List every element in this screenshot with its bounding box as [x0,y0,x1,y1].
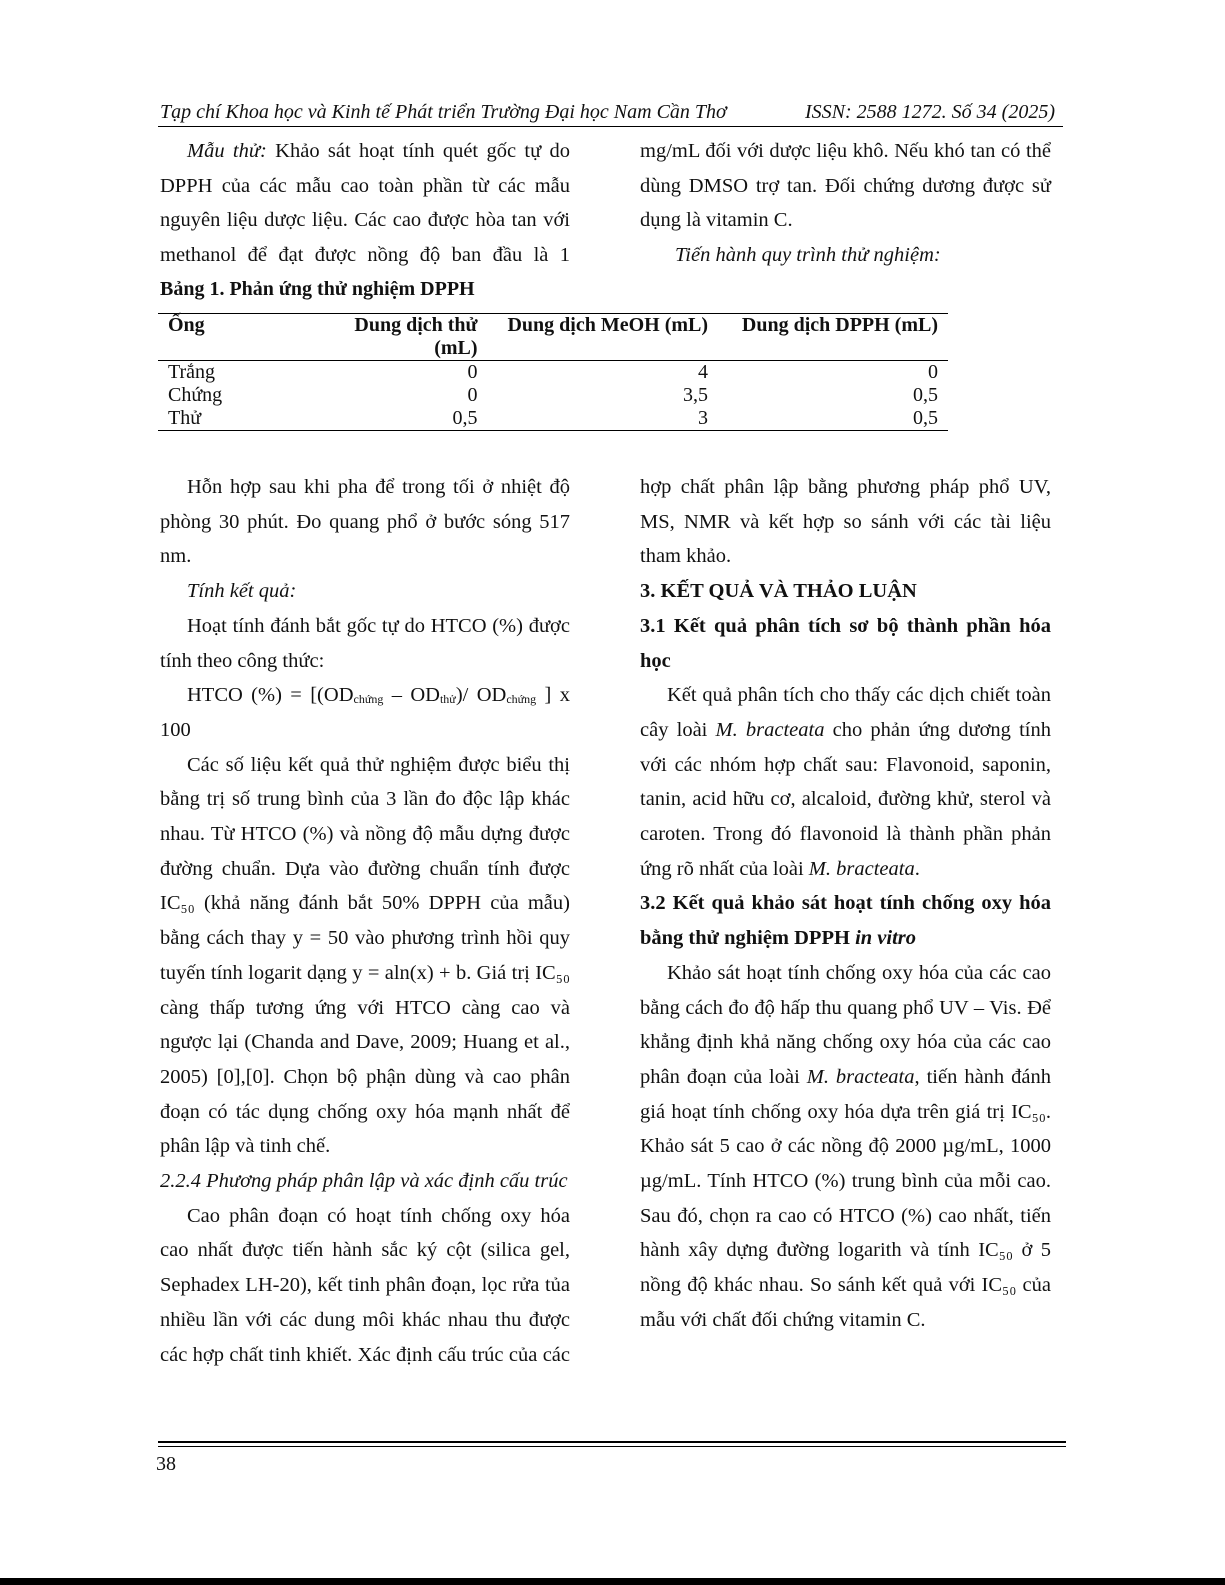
top-left-column [160,134,570,273]
sample-text: Khảo sát hoạt tính quét gốc tự do DPPH của các mẫu cao toàn phần từ các mẫu nguyên liệu dược liệu. Các cao được hòa tan với methanol để đạt được nồng độ ban đầu là 1 [160,140,571,267]
sample-paragraph [160,134,570,273]
sample-label: Mẫu thử: [187,140,267,162]
left-column [160,470,570,1372]
header-divider [158,126,1063,127]
page-number: 38 [156,1453,176,1475]
calc-heading: Tính kết quả: [187,580,297,603]
htco-intro: Hoạt tính đánh bắt gốc tự do HTCO (%) được tính theo công thức: [160,614,570,672]
mixture-paragraph: Hỗn hợp sau khi pha để trong tối ở nhiệt độ phòng 30 phút. Đo quang phổ ở bước sóng 517 nm. [160,476,570,568]
results-paragraph: Các số liệu kết quả thử nghiệm được biểu thị bằng trị số trung bình của 3 lần đo độc lập khác nhau. Từ HTCO (%) và nồng độ mẫu dựng được đường chuẩn. Dựa vào đường chuẩn tính được IC₅₀ (khả năng đánh bắt 50% DPPH của mẫu) bằng cách thay y = 50 vào phương trình hồi quy tuyến tính logarit dạng y = aln(x) + b. Giá trị IC₅₀ càng thấp tương ứng với HTCO càng cao và ngược lại (Chanda and Dave, 2009; Huang et al., 2005) [0],[0]. Chọn bộ phận dùng và cao phân đoạn có tác dụng chống oxy hóa mạnh nhất để phân lập và tinh chế. [160,753,570,1158]
htco-formula: HTCO (%) = [$(OD_{chứng} - OD_{thử})/$ $OD_{chứng}$ ] x 100 [160,684,571,741]
table-cell: Thử [158,407,297,431]
top-right-column [640,134,1051,273]
species-name: M. bracteata [806,1065,915,1088]
species-name: M. bracteata [808,857,915,880]
table-cell: 0 [467,384,478,406]
table-cell: 3 [488,407,719,431]
table-header-cell: Dung dịch thử (mL) [297,314,487,361]
table-cell: 0 [928,361,938,383]
table-cell: 4 [698,361,709,383]
phyto-paragraph: Kết quả phân tích cho thấy các dịch chiết toàn cây loài M. bracteata cho phản ứng dương tính với các nhóm hợp chất sau: Flavonoid, saponin, tanin, acid hữu cơ, alcaloid, đường khử, sterol và caroten. Trong đó flavonoid là thành phần phản ứng rõ nhất của loài M. bracteata. [640,684,1051,880]
table-row [158,407,948,431]
table-cell: 0,5 [718,407,948,431]
table-header-row [158,314,948,361]
table-row [158,361,948,385]
table-cell: 0,5 [913,384,938,406]
spectra-paragraph: hợp chất phân lập bằng phương pháp phổ UV, MS, NMR và kết hợp so sánh với các tài liệu tham khảo. [640,476,1051,568]
scan-edge [0,1578,1225,1585]
table-caption: Bảng 1. Phản ứng thử nghiệm DPPH [160,278,475,300]
section-32-heading: 3.2 Kết quả khảo sát hoạt tính chống oxy hóa bằng thử nghiệm DPPH in vitro [640,892,1051,950]
table-header-cell: Ống [158,314,297,361]
table-header-cell: Dung dịch DPPH (mL) [718,314,948,361]
table-cell: 0 [467,361,478,383]
table-cell: 0,5 [297,407,487,431]
dissolve-paragraph: mg/mL đối với dược liệu khô. Nếu khó tan có thể dùng DMSO trợ tan. Đối chứng dương được sử dụng là vitamin C. [640,140,1051,232]
section-31-heading: 3.1 Kết quả phân tích sơ bộ thành phần hóa học [640,614,1051,672]
right-column [640,470,1051,1338]
table-cell: 3,5 [683,384,709,406]
table-header-cell: Dung dịch MeOH (mL) [488,314,719,361]
table-cell: Trắng [168,361,216,383]
issn-label: ISSN: 2588 1272. Số 34 (2025) [805,101,1055,123]
section-224-heading: 2.2.4 Phương pháp phân lập và xác định cấu trúc [160,1170,568,1193]
isolation-paragraph: Cao phân đoạn có hoạt tính chống oxy hóa cao nhất được tiến hành sắc ký cột (silica gel, Sephadex LH-20), kết tinh phân đoạn, lọc rửa tủa nhiều lần với các dung môi khác nhau thu được các hợp chất tinh khiết. Xác định cấu trúc của các [160,1204,570,1366]
species-name: M. bracteata [715,718,825,741]
procedure-label: Tiến hành quy trình thử nghiệm: [675,244,941,267]
section-3-heading: 3. KẾT QUẢ VÀ THẢO LUẬN [640,580,917,603]
table-row [158,384,948,407]
antioxidant-paragraph: Khảo sát hoạt tính chống oxy hóa của các cao bằng cách đo độ hấp thu quang phổ UV – Vis. Để khẳng định khả năng chống oxy hóa của các cao phân đoạn của loài M. bracteata, tiến hành đánh giá hoạt tính chống oxy hóa dựa trên giá trị IC₅₀. Khảo sát 5 cao ở các nồng độ 2000 µg/mL, 1000 µg/mL. Tính HTCO (%) trung bình của mỗi cao. Sau đó, chọn ra cao có HTCO (%) cao nhất, tiến hành xây dựng đường logarith và tính IC₅₀ ở 5 nồng độ khác nhau. So sánh kết quả với IC₅₀ của mẫu với chất đối chứng vitamin C. [640,961,1051,1331]
footer-divider-thin [158,1446,1066,1447]
footer-divider [158,1441,1066,1443]
table-cell: Chứng [168,384,223,406]
dpph-table [158,313,948,431]
journal-title: Tạp chí Khoa học và Kinh tế Phát triển Trường Đại học Nam Cần Thơ [160,101,727,123]
